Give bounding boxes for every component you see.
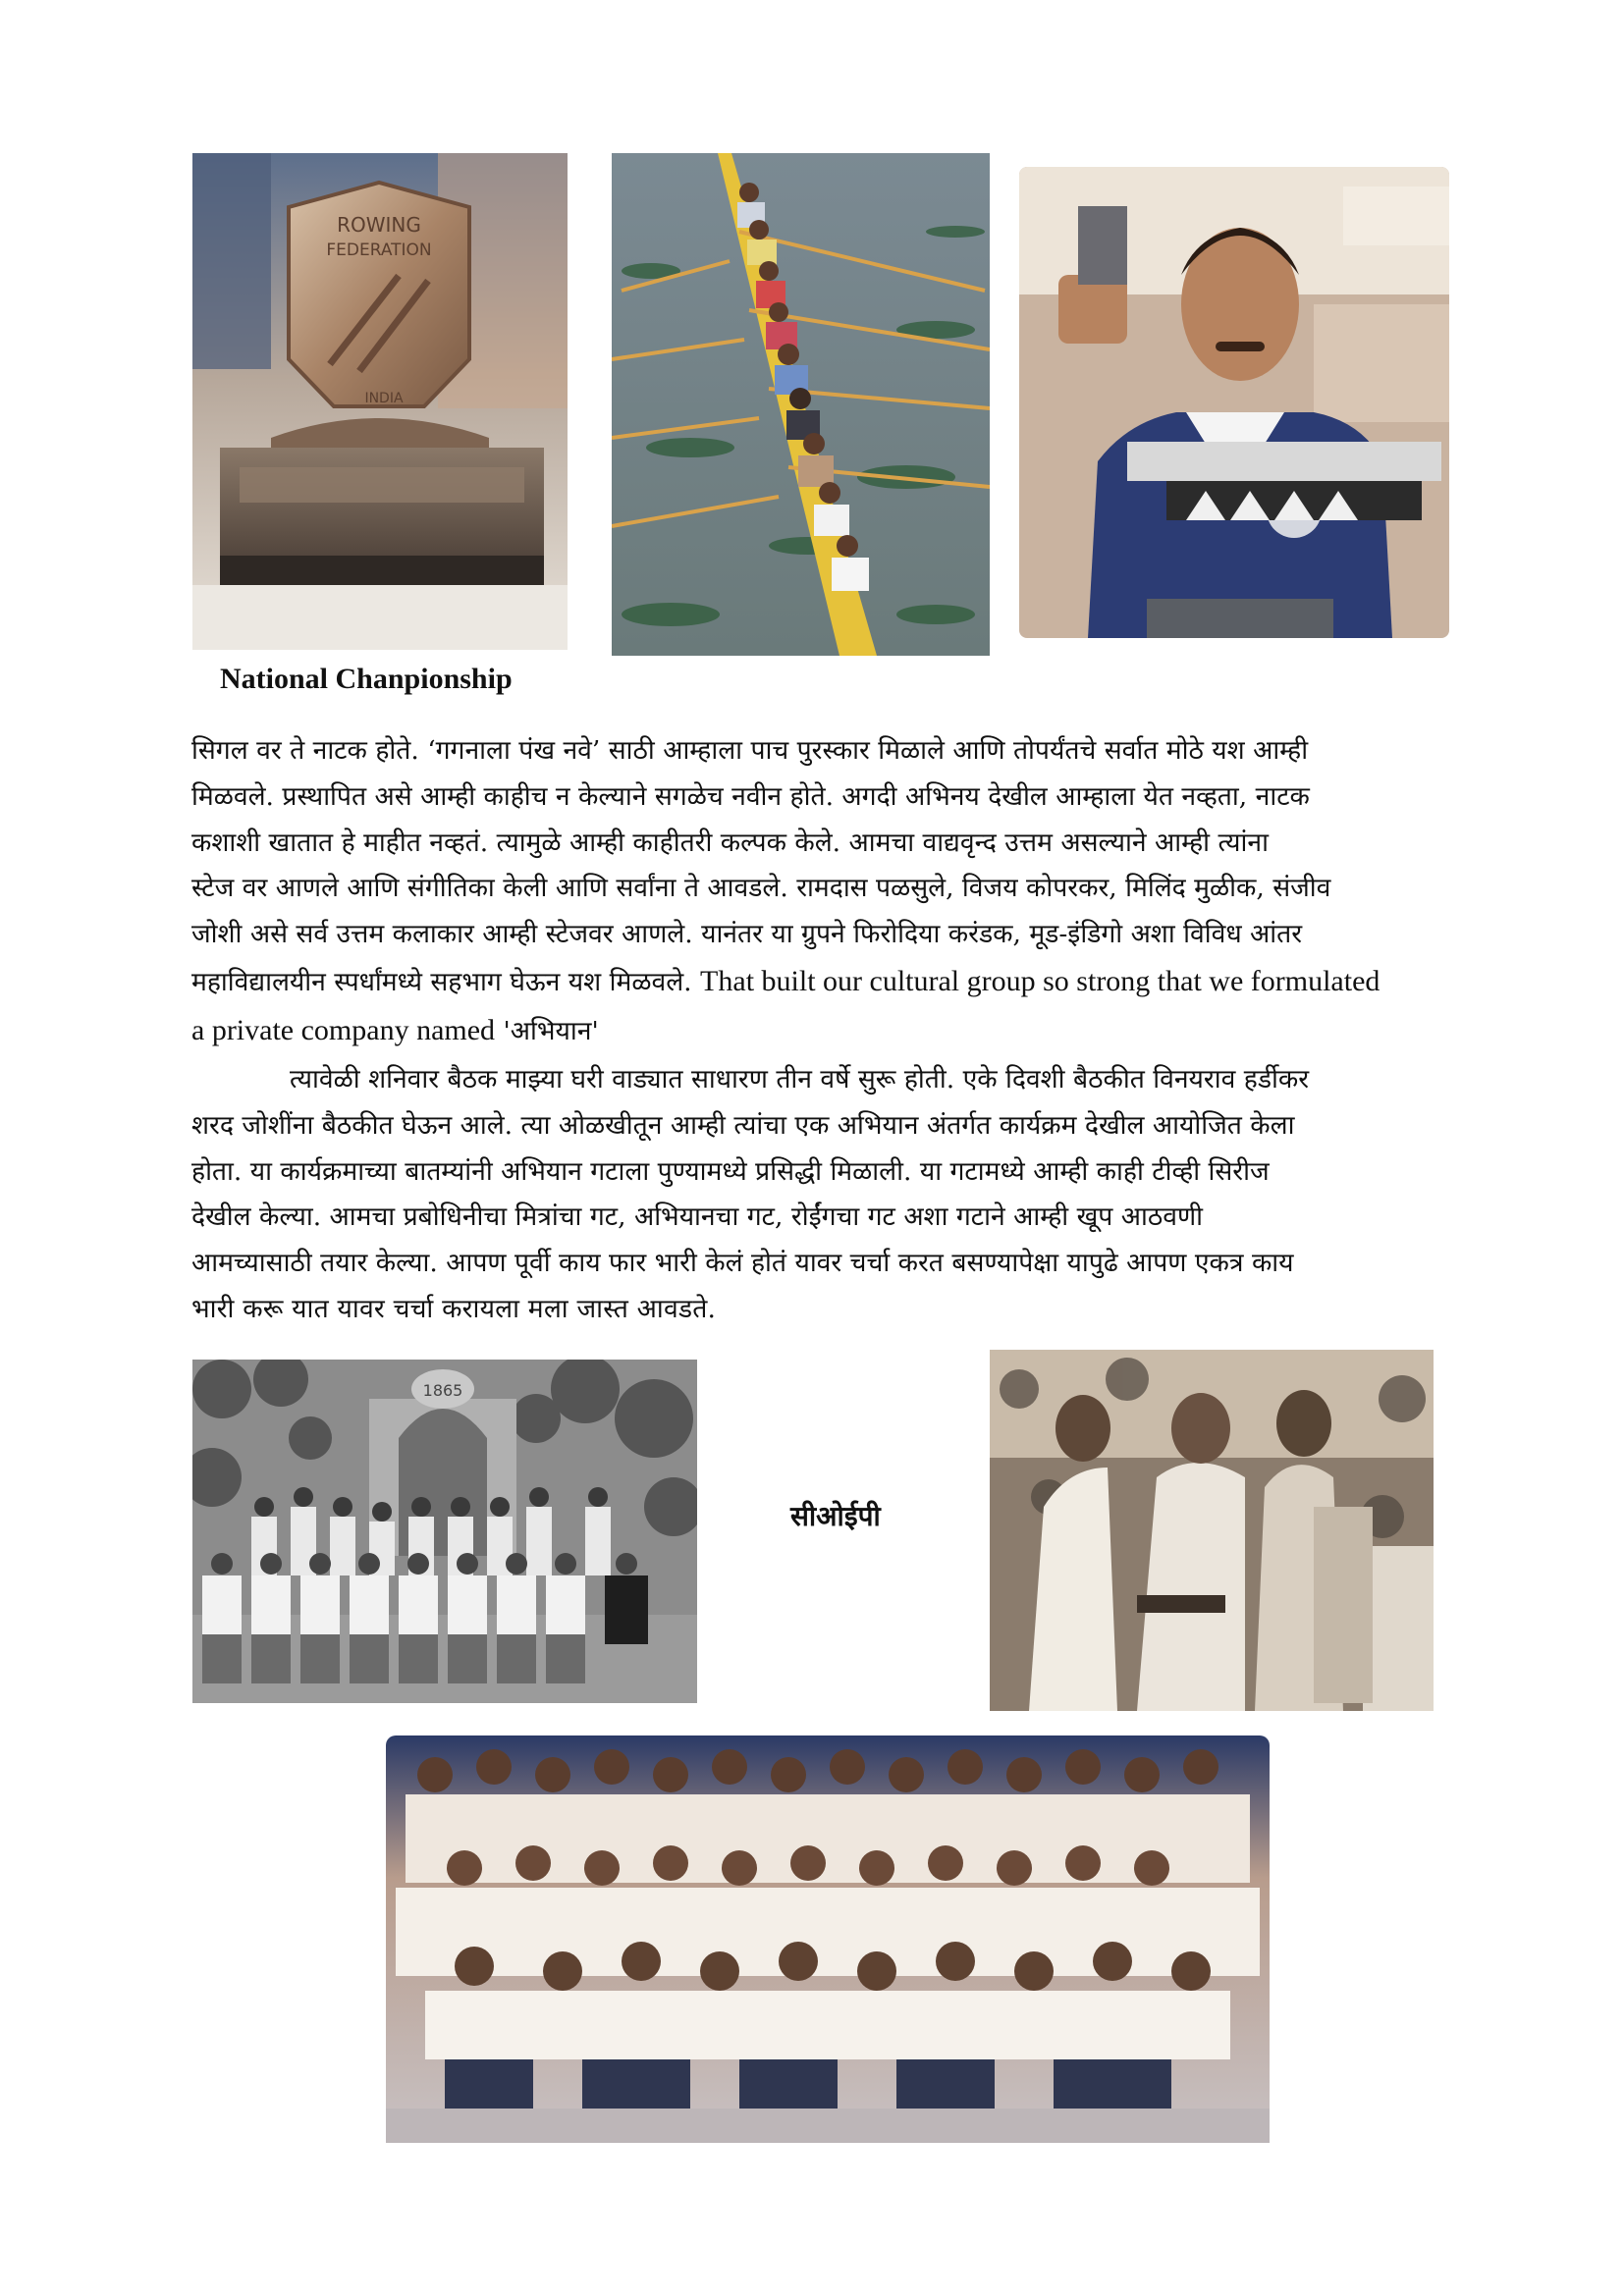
paragraph-line: सिगल वर ते नाटक होते. ‘गगनाला पंख नवे’ साठी आम्हाला पाच पुरस्कार मिळाले आणि तोपर्यंतचे सर्वात मोठे यश आम्ही [191, 735, 1309, 766]
english-text: a private company named [191, 1014, 496, 1046]
paragraph-line: आमच्यासाठी तयार केल्या. आपण पूर्वी काय फार भारी केलं होतं यावर चर्चा करत बसण्यापेक्षा यापुढे आपण एकत्र काय [191, 1248, 1294, 1278]
paragraph-line: जोशी असे सर्व उत्तम कलाकार आम्ही स्टेजवर आणले. यानंतर या ग्रुपने फिरोदिया करंडक, मूड-इंडिगो अशा विविध आंतर [191, 919, 1303, 949]
paragraph-line [191, 1011, 599, 1051]
man-holding-trophies-photo [1019, 167, 1449, 638]
company-name: 'अभियान' [503, 1016, 599, 1046]
paragraph-line: स्टेज वर आणले आणि संगीतिका केली आणि सर्वांना ते आवडले. रामदास पळसुले, विजय कोपरकर, मिलिंद मुळीक, संजीव [191, 873, 1331, 903]
large-group-photo [386, 1735, 1270, 2143]
photo-caption: National Chanpionship [220, 663, 513, 695]
paragraph-line: भारी करू यात यावर चर्चा करायला मला जास्त आवडते. [191, 1294, 717, 1324]
coep-label: सीओईपी [790, 1500, 881, 1532]
trophy-text-federation: FEDERATION [326, 240, 432, 260]
paragraph-line: कशाशी खातात हे माहीत नव्हतं. त्यामुळे आम्ही काहीतरी कल्पक केले. आमचा वाद्यवृन्द उत्तम असल्याने आम्ही त्यांना [191, 828, 1269, 858]
english-text: That built our cultural group so strong that we formulated [700, 965, 1380, 997]
trophy-text-india: INDIA [364, 391, 404, 406]
award-handover-photo [990, 1350, 1434, 1711]
rowing-trophy-photo [192, 153, 568, 650]
paragraph-line [191, 962, 1380, 1002]
marathi-text: महाविद्यालयीन स्पर्धांमध्ये सहभाग घेऊन यश मिळवले. [191, 967, 692, 997]
arch-year-text: 1865 [422, 1381, 463, 1400]
paragraph-line: शरद जोशींना बैठकीत घेऊन आले. त्या ओळखीतून आम्ही त्यांचा एक अभियान अंतर्गत कार्यक्रम देखील आयोजित केला [191, 1110, 1295, 1141]
paragraph-line: त्यावेळी शनिवार बैठक माझ्या घरी वाड्यात साधारण तीन वर्षे सुरू होती. एके दिवशी बैठकीत विनयराव हर्डीकर [290, 1064, 1310, 1095]
paragraph-line: होता. या कार्यक्रमाच्या बातम्यांनी अभियान गटाला पुण्यामध्ये प्रसिद्धी मिळाली. या गटामध्ये आम्ही काही टीव्ही सिरीज [191, 1156, 1270, 1187]
paragraph-line: देखील केल्या. आमचा प्रबोधिनीचा मित्रांचा गट, अभियानचा गट, रोईंगचा गट अशा गटाने आम्ही खूप आठवणी [191, 1201, 1203, 1232]
coep-group-photo [192, 1360, 697, 1703]
rowing-boat-photo [612, 153, 990, 656]
paragraph-line: मिळवले. प्रस्थापित असे आम्ही काहीच न केल्याने सगळेच नवीन होते. अगदी अभिनय देखील आम्हाला येत नव्हता, नाटक [191, 781, 1310, 812]
trophy-text-rowing: ROWING [337, 213, 421, 237]
